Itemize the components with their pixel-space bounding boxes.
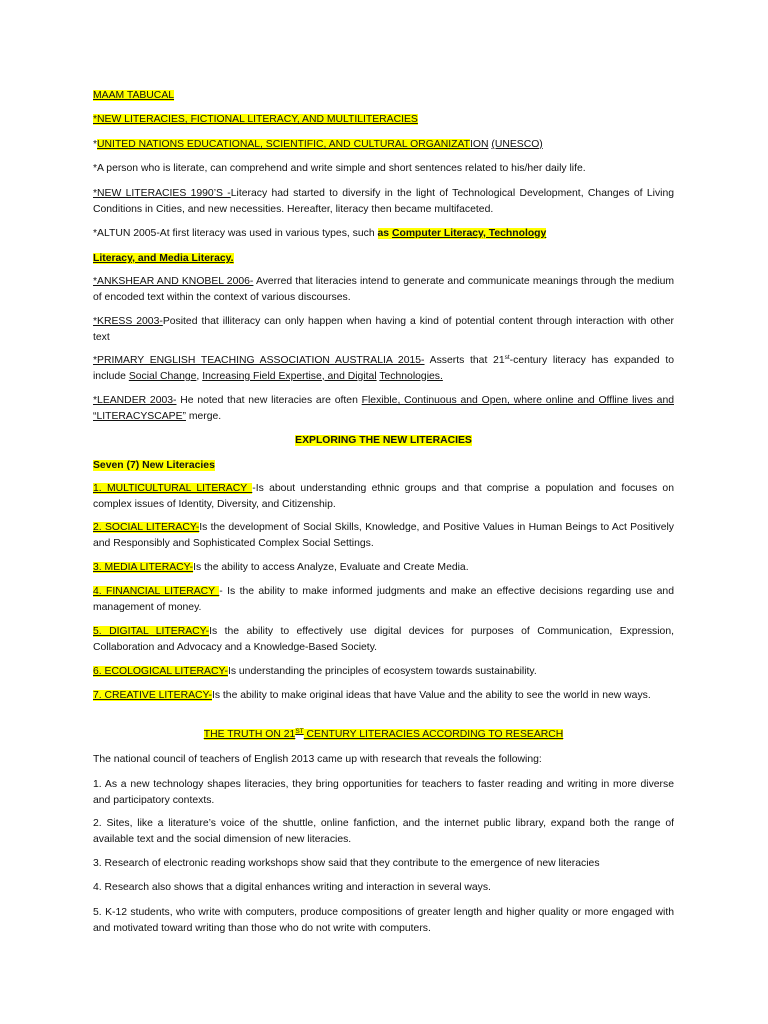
altun-line-2 [93, 251, 674, 267]
peta-sep1: , [196, 370, 203, 382]
literacy-item [93, 664, 674, 680]
leander-label: *LEANDER 2003- [93, 395, 177, 406]
peta [93, 353, 674, 384]
literacy-item [93, 584, 674, 615]
literacy-item-label: 6. ECOLOGICAL LITERACY- [93, 666, 228, 677]
ankshear-knobel [93, 274, 674, 305]
peta-sup: st [504, 354, 510, 361]
ankshear-label: *ANKSHEAR AND KNOBEL 2006- [93, 276, 254, 287]
finding-item: 4. Research also shows that a digital enhances writing and interaction in several ways. [93, 882, 491, 893]
finding-item: 2. Sites, like a literature’s voice of the shuttle, online fanfiction, and the internet public library, expand both the range of available text and the social dimension of new literacies. [93, 818, 674, 845]
finding-item: 5. K-12 students, who write with computers, produce compositions of greater length and higher quality or more engaged with and motivated toward writing than those who do not write with computers. [93, 907, 674, 934]
document-title [93, 112, 674, 128]
literacy-item [93, 520, 674, 551]
exploring-heading-text: EXPLORING THE NEW LITERACIES [295, 435, 472, 446]
truth-heading-b: CENTURY LITERACIES ACCORDING TO RESEARCH [303, 729, 564, 740]
kress-text: Posited that illiteracy can only happen when having a kind of potential content through interaction with other text [93, 316, 675, 343]
literacy-item-text: Is the ability to effectively use digital devices for purposes of Communication, Expression, Collaboration and Advocacy and a Knowledge-Based Society. [93, 626, 674, 653]
literacy-item [93, 624, 674, 655]
kress-label: *KRESS 2003- [93, 316, 163, 327]
header-name-text: MAAM TABUCAL [93, 90, 175, 101]
literacy-item-label: 2. SOCIAL LITERACY- [93, 522, 200, 533]
unesco-bullet: * [93, 139, 98, 150]
altun-line-1 [93, 226, 674, 242]
leander-text-a: He noted that new literacies are often [176, 395, 362, 406]
literacy-item-label: 7. CREATIVE LITERACY- [93, 690, 212, 701]
peta-label: *PRIMARY ENGLISH TEACHING ASSOCIATION AUSTRALIA 2015- [93, 355, 425, 366]
peta-text-a: Asserts that 21 [424, 355, 505, 366]
literacy-item-text: - Is the ability to make informed judgments and make an effective decisions regarding use and management of money. [93, 586, 674, 613]
leander-text-b: merge. [185, 410, 222, 422]
kress [93, 314, 674, 345]
unesco-name-tail: ION [470, 139, 489, 150]
seven-heading-text: Seven (7) New Literacies [93, 460, 215, 471]
truth-heading [93, 727, 674, 743]
unesco-name: UNITED NATIONS EDUCATIONAL, SCIENTIFIC, AND CULTURAL ORGANIZAT [97, 139, 470, 150]
ncte-intro [93, 752, 674, 768]
altun-text: *ALTUN 2005-At first literacy was used in various types, such [93, 228, 378, 239]
literacy-item-label: 5. DIGITAL LITERACY- [93, 626, 210, 637]
seven-heading [93, 458, 674, 474]
peta-text-b: -century literacy has expanded to include [93, 355, 675, 382]
literate-definition [93, 161, 674, 177]
leander-u1: Flexible, Continuous and Open, where online and Offline lives and “LITERACYSCAPE” [93, 395, 674, 422]
altun-hl-2: Literacy, and Media Literacy. [93, 253, 234, 264]
literacy-item-text: Is the ability to access Analyze, Evaluate and Create Media. [193, 562, 469, 573]
finding-item: 3. Research of electronic reading workshops show said that they contribute to the emergence of new literacies [93, 858, 600, 869]
ncte-intro-text: The national council of teachers of English 2013 came up with research that reveals the following: [93, 754, 542, 765]
header-name [93, 88, 674, 104]
literacy-item-label: 3. MEDIA LITERACY- [93, 562, 194, 573]
literacy-item [93, 481, 674, 512]
literacy-item-text: Is the development of Social Skills, Knowledge, and Positive Values in Human Beings to Act Positively and Responsibly and Sophisticated Complex Social Settings. [93, 522, 674, 549]
literacy-item [93, 688, 674, 704]
altun-hl-prefix: as [377, 228, 392, 239]
literacy-item-label: 4. FINANCIAL LITERACY [93, 586, 220, 597]
peta-u3: Technologies. [379, 370, 443, 382]
exploring-heading [93, 433, 674, 449]
nl1990-label: *NEW LITERACIES 1990’S - [93, 188, 231, 199]
document-title-text: *NEW LITERACIES, FICTIONAL LITERACY, AND MULTILITERACIES [93, 114, 418, 125]
literate-definition-text: *A person who is literate, can comprehend and write simple and short sentences related to his/her daily life. [93, 163, 586, 174]
literacy-item-label: 1. MULTICULTURAL LITERACY [93, 483, 253, 494]
literacy-item [93, 560, 674, 576]
unesco-abbr: (UNESCO) [491, 139, 543, 150]
literacy-item-text: Is the ability to make original ideas that have Value and the ability to see the world in new ways. [211, 690, 651, 701]
new-literacies-1990 [93, 186, 674, 217]
literacy-item-text: Is understanding the principles of ecosystem towards sustainability. [227, 666, 537, 677]
leander [93, 393, 674, 424]
literacy-item-text: -Is about understanding ethnic groups and that comprise a population and focuses on complex issues of Identity, Diversity, and Citizenship. [93, 483, 674, 510]
nl1990-text: Literacy had started to diversify in the light of Technological Development, Changes of Living Conditions in Cities, and new necessities. Hereafter, literacy then became multifaceted. [93, 188, 675, 215]
ankshear-text: Averred that literacies intend to generate and communicate meanings through the medium of encoded text within the context of various discourses. [93, 276, 675, 303]
unesco-line [93, 137, 674, 153]
truth-heading-sup: ST [295, 728, 304, 735]
peta-u1: Social Change [128, 370, 197, 382]
altun-hl-link: Computer Literacy, Technology [391, 228, 547, 239]
truth-heading-a: THE TRUTH ON 21 [203, 729, 296, 740]
finding-item: 1. As a new technology shapes literacies, they bring opportunities for teachers to faster reading and writing in more diverse and participatory contexts. [93, 779, 674, 806]
peta-u2: Increasing Field Expertise, and Digital [202, 370, 377, 382]
